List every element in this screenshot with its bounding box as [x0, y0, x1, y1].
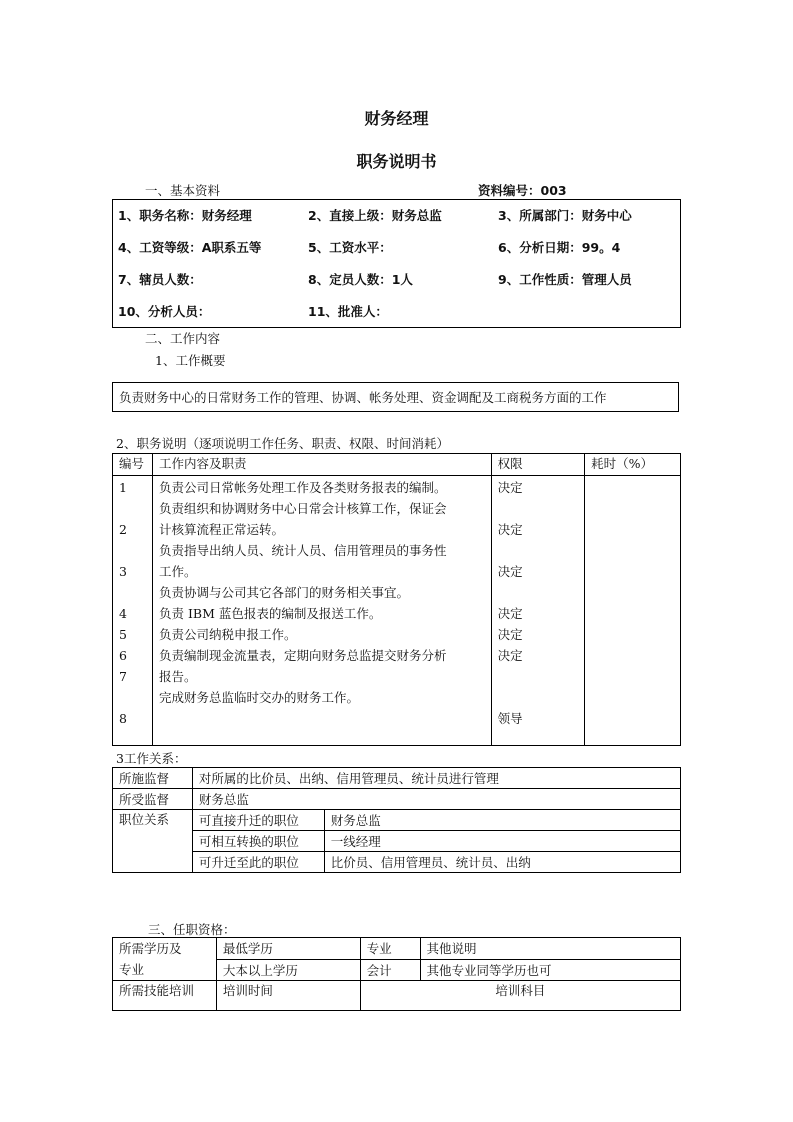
job-title-cell: 1、职务名称：财务经理	[118, 208, 252, 223]
duty-authority	[498, 582, 579, 603]
salary-grade-cell: 4、工资等级：A职系五等	[118, 240, 262, 255]
document-code: 资料编号：003	[478, 183, 567, 198]
supervises-value: 对所属的比价员、出纳、信用管理员、统计员进行管理	[192, 768, 680, 789]
headcount-cell: 8、定员人数：1人	[308, 272, 413, 287]
section-basic-label: 一、基本资料	[145, 183, 221, 198]
salary-level-cell: 5、工资水平：	[308, 240, 392, 255]
table-row	[112, 295, 681, 327]
duty-authority	[498, 687, 579, 708]
table-row	[112, 263, 681, 295]
duty-authority	[498, 498, 579, 519]
qualification-label: 三、任职资格：	[148, 922, 236, 937]
table-row	[113, 768, 681, 789]
page-title: 财务经理	[364, 109, 429, 128]
empty-cell	[492, 295, 681, 327]
table-row	[113, 938, 681, 960]
duty-number: 8	[119, 711, 127, 726]
transfer-value: 一线经理	[324, 831, 680, 852]
page-subtitle: 职务说明书	[356, 152, 437, 171]
duty-number: 2	[119, 522, 127, 537]
section-work-label: 二、工作内容	[145, 331, 221, 346]
duty-number: 4	[119, 606, 127, 621]
duty-content: 负责编制现金流量表，定期向财务总监提交财务分析	[158, 648, 447, 663]
table-header-row	[113, 454, 681, 476]
supervised-label: 所受监督	[113, 789, 193, 810]
major-value: 会计	[360, 959, 420, 981]
other-notes-value: 其他专业同等学历也可	[420, 959, 680, 981]
position-relation-label: 职位关系	[113, 810, 193, 873]
min-education-value: 大本以上学历	[216, 959, 360, 981]
duty-authority: 决定	[497, 648, 523, 663]
duty-number	[119, 687, 146, 708]
duty-number: 6	[119, 648, 127, 663]
skills-training-label: 所需技能培训	[113, 981, 217, 1011]
duty-content: 报告。	[158, 669, 197, 684]
qualification-table	[112, 937, 681, 1011]
table-row	[113, 981, 681, 1011]
duty-authority	[498, 666, 579, 687]
duty-content: 工作。	[158, 564, 197, 579]
duty-content: 负责 IBM 蓝色报表的编制及报送工作。	[158, 606, 382, 621]
duty-authority: 决定	[497, 627, 523, 642]
promote-to-label: 可直接升迁的职位	[192, 810, 324, 831]
education-label-line2: 专业	[119, 962, 145, 977]
table-row	[113, 476, 681, 746]
training-subject-label: 培训科目	[360, 981, 680, 1011]
duty-content: 负责协调与公司其它各部门的财务相关事宜。	[158, 585, 409, 600]
table-row	[112, 231, 681, 263]
analyst-cell: 10、分析人员：	[118, 304, 211, 319]
table-row	[113, 789, 681, 810]
work-nature-cell: 9、工作性质：管理人员	[498, 272, 632, 287]
relations-table	[112, 767, 681, 873]
duty-number: 3	[119, 564, 127, 579]
duty-numbers	[113, 476, 153, 746]
duty-time-column	[585, 476, 681, 746]
duty-content: 负责公司日常帐务处理工作及各类财务报表的编制。	[158, 480, 447, 495]
min-education-label: 最低学历	[216, 938, 360, 960]
promote-from-label: 可升迁至此的职位	[192, 852, 324, 873]
superior-cell: 2、直接上级：财务总监	[308, 208, 442, 223]
duty-content: 负责公司纳税申报工作。	[158, 627, 297, 642]
staff-count-cell: 7、辖员人数：	[118, 272, 202, 287]
duty-authority: 决定	[497, 480, 523, 495]
work-summary-label: 1、工作概要	[155, 353, 226, 368]
duty-number	[119, 540, 146, 561]
duty-authority: 决定	[497, 522, 523, 537]
duty-content: 计核算流程正常运转。	[158, 522, 284, 537]
supervises-label: 所施监督	[113, 768, 193, 789]
duty-authority	[498, 540, 579, 561]
duty-content: 负责指导出纳人员、统计人员、信用管理员的事务性	[158, 543, 447, 558]
relations-label: 3工作关系：	[116, 751, 187, 766]
promote-from-value: 比价员、信用管理员、统计员、出纳	[324, 852, 680, 873]
department-cell: 3、所属部门：财务中心	[498, 208, 632, 223]
education-label-line1: 所需学历及	[119, 941, 182, 956]
other-notes-label: 其他说明	[420, 938, 680, 960]
table-row	[113, 852, 681, 873]
duty-number	[119, 582, 146, 603]
duty-content: 负责组织和协调财务中心日常会计核算工作，保证会	[158, 501, 447, 516]
duty-authority: 决定	[497, 606, 523, 621]
table-row	[113, 831, 681, 852]
header-time: 耗时（%）	[585, 454, 681, 476]
header-authority: 权限	[491, 454, 585, 476]
table-row	[113, 810, 681, 831]
duty-contents	[152, 476, 491, 746]
duties-table	[112, 453, 681, 746]
duty-authorities	[491, 476, 585, 746]
duties-title: 2、职务说明（逐项说明工作任务、职责、权限、时间消耗）	[116, 436, 449, 451]
approver-cell: 11、批准人：	[308, 304, 388, 319]
supervised-value: 财务总监	[192, 789, 680, 810]
duty-content: 完成财务总监临时交办的财务工作。	[158, 690, 359, 705]
basic-info-table	[112, 199, 681, 327]
duty-number: 1	[119, 480, 127, 495]
header-content: 工作内容及职责	[152, 454, 491, 476]
major-label: 专业	[360, 938, 420, 960]
duty-authority: 领导	[497, 711, 523, 726]
duty-number: 7	[119, 669, 127, 684]
transfer-label: 可相互转换的职位	[192, 831, 324, 852]
education-label	[113, 938, 217, 981]
promote-to-value: 财务总监	[324, 810, 680, 831]
training-time-label: 培训时间	[216, 981, 360, 1011]
analysis-date-cell: 6、分析日期：99。4	[498, 240, 621, 255]
duty-number	[119, 498, 146, 519]
duty-content	[159, 708, 485, 729]
duty-number: 5	[119, 627, 127, 642]
duty-authority: 决定	[497, 564, 523, 579]
header-number: 编号	[113, 454, 153, 476]
table-row	[112, 199, 681, 231]
work-summary: 负责财务中心的日常财务工作的管理、协调、帐务处理、资金调配及工商税务方面的工作	[112, 382, 679, 412]
